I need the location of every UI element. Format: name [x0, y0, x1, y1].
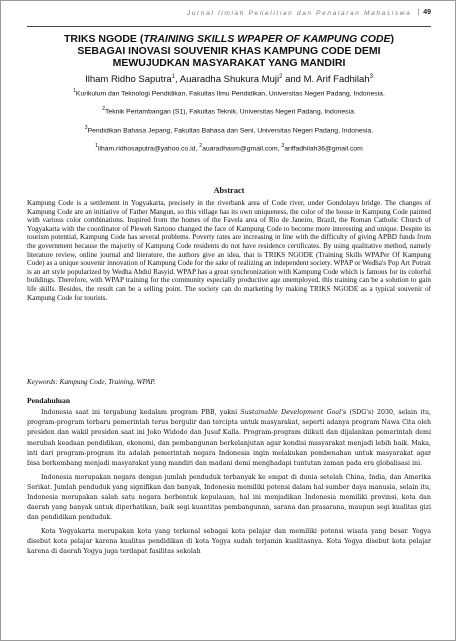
affiliation-2: $^2$Teknik Pertambangan (S1), Fakultas Teknik, Universitas Negeri Padang, Indonesia.	[102, 106, 356, 116]
paragraph: Indonesia merupakan negara dengan jumlah penduduk terbanyak ke empat di dunia setelah China, India, dan Amerika Serikat. Jumlah penduduk yang signifikan dan banyak, Indonesia memiliki potensi dalam hal sumber daya manusia, selain itu, Indonesia merupakan salah satu negara berbentuk kepulauan, hal ini menjadikan Indonesia memiliki provinsi, kota dan daerah yang banyak untuk diperhatikan, baik segi kuantitas pembangunan, sarana dan prasarana, maupun segi kualitas gizi dan pendidikan penduduk.	[27, 473, 431, 522]
affiliation-3: $^3$Pendidikan Bahasa Jepang, Fakultas Bahasa dan Seni, Universitas Negeri Padang, Indonesia.	[84, 124, 374, 134]
email-link[interactable]: ilham.ridhosaputra@yahoo.co.id,	[97, 145, 200, 153]
journal-name: Jurnal Ilmiah Penelitian dan Penalaran Mahasiswa	[186, 10, 412, 17]
email-link[interactable]: auaradhasm@gmail.com,	[202, 145, 282, 153]
abstract-text: Kampung Code is a settlement in Yogyakarta, precisely in the riverbank area of Code river, under Gondolayu bridge. The changes of Kampung Code are an initiative of Father Mangun, so this village has its own uniqueness, the color of the house in Kampung Code painted with various color combinations. Inspired from the homes of the Favela area of Rio de Janeiro, Brazil, the Roman Catholic Church of Yogyakarta with the coordinator of Pleweh Sartono changed the face of Kampung Code to become more interesting and unique. Despite its tourism potential, Kampung Code has several problems. Poverty rates are increasing in line with the difficulty of giving APBD funds from the government because the majority of Kampung Code residents do not have residence certificates. By using qualitative method, namely literature review, online journal and literature, the authors give an idea, that is TRIKS NGODE (Training Skills WPAPer Of Kampung Code) as a unique souvenir innovation of Kampung Code for the sake of realizing an independent society. WPAP or Wedha's Pop Art Potrait is an art style popularized by Wedha Abdul Rasyid. WPAP has a great synchronization with Kampung Code which is famous for its colorful buildings. Therefore, with WPAP training for the community especially productive age unemployed, this training can be a solution to gain life skills. Besides, the result can be a selling point. The society can do marketing by making TRIKS NGODE as a typical souvenir of Kampung Code for tourists.	[27, 199, 431, 302]
author-list: Ilham Ridho Saputra$^1$, Auaradha Shukura Muji$^2$ and M. Arif Fadhilah$^3$	[85, 74, 373, 86]
article-title-line-3: MEWUJUDKAN MASYARAKAT YANG MANDIRI	[112, 57, 346, 69]
keywords: Keywords: Kampung Code, Training, WPAP.	[27, 378, 156, 386]
paragraph: Kota Yogyakarta merupakan kota yang terkenal sebagai kota pelajar dan memiliki potensi wisata yang besar. Yogya disebut kota pelajar karena kualitas pendidikan di kota Yogya sudah terjamin kualitasnya. Kota Yogya disebut kota pelajar karena di daerah Yogya juga terdapat fasilitas sekolah	[27, 528, 431, 556]
section-heading: Pendahuluan	[27, 396, 71, 405]
header-separator: |	[417, 9, 420, 16]
email-link[interactable]: ariffadhilah36@gmail.com	[284, 145, 363, 153]
running-header	[27, 9, 431, 27]
author-name: Ilham Ridho Saputra	[85, 74, 172, 86]
author-name: M. Arif Fadhilah	[303, 74, 370, 86]
page-number: 49	[423, 9, 431, 16]
author-name: Auaradha Shukura Muji	[179, 74, 280, 86]
article-header	[27, 33, 431, 153]
article-title-line-2: SEBAGAI INOVASI SOUVENIR KHAS KAMPUNG CODE DEMI	[77, 45, 381, 57]
paragraph: Indonesia saat ini tergabung kedalam program PBB, yakni Sustainable Development Goal's (SDG's) 2030, selain itu, program-program terbaru pemerintah terus bergulir dan tercipta untuk masyarakat, seperti adanya program Nawa Cita oleh presiden dan wakil presiden saat ini Joko Widodo dan Jusuf Kalla. Program-program diikuti dan dijalankan pemerintah demi merubah keadaan pendidikan, ekonomi, dan pembangunan berkelanjutan agar kondisi masyarakat menjadi lebih baik. Maka, inti dari program-program itu adalah pemerintah negara Indonesia ingin melakukan pembenahan untuk masyarakat agar bisa berkembang menjadi masyarakat yang mandiri dan madani demi menghadapi tuntutan zaman pada era globalisasi ini.	[27, 409, 432, 468]
affiliation-1: $^1$Kurikulum dan Teknologi Pendidikan, Fakultas Ilmu Pendidikan, Universitas Negeri Padang, Indonesia.	[73, 88, 385, 98]
abstract-heading: Abstract	[213, 186, 245, 195]
author-emails: $^1$ilham.ridhosaputra@yahoo.co.id, $^2$auaradhasm@gmail.com, $^3$ariffadhilah36@gmail.com	[95, 142, 363, 153]
section-body	[27, 408, 431, 561]
article-title-line-1: TRIKS NGODE (TRAINING SKILLS WPAPER OF KAMPUNG CODE)	[64, 33, 394, 45]
